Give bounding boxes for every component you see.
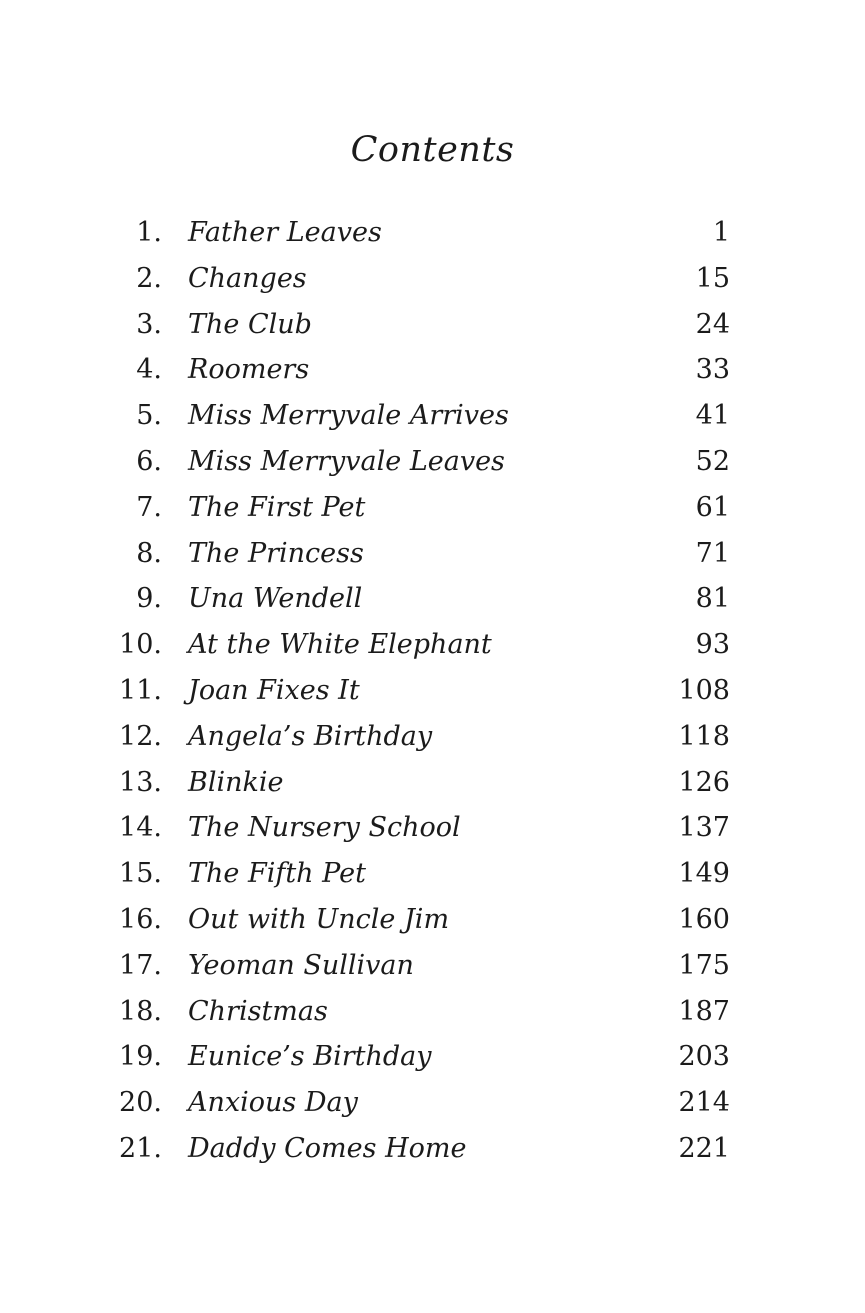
chapter-page-number: 81: [695, 583, 730, 615]
toc-entry: [110, 805, 730, 851]
chapter-page-number: 1: [712, 217, 730, 248]
chapter-title: Christmas: [188, 995, 328, 1027]
chapter-page-number: 221: [678, 1132, 730, 1164]
chapter-title: Changes: [188, 262, 307, 294]
chapter-number: 2.: [136, 262, 162, 294]
chapter-title: Angela’s Birthday: [188, 720, 433, 752]
toc-entry: [110, 393, 730, 439]
toc-entry: [110, 897, 730, 943]
chapter-page-number: 24: [695, 308, 730, 340]
chapter-page-number: 61: [695, 491, 730, 523]
chapter-number: 5.: [136, 400, 162, 432]
toc-entry: [110, 302, 730, 348]
chapter-title: Daddy Comes Home: [188, 1132, 467, 1164]
chapter-title: The Fifth Pet: [188, 858, 366, 890]
toc-entry: [110, 347, 730, 393]
toc-entry: [110, 851, 730, 897]
toc-entry: [110, 1080, 730, 1126]
toc-entry: [110, 256, 730, 302]
chapter-title: At the White Elephant: [188, 629, 492, 661]
chapter-page-number: 33: [695, 354, 730, 386]
chapter-number: 7.: [136, 491, 162, 523]
chapter-title: Miss Merryvale Arrives: [188, 400, 509, 432]
chapter-number: 1.: [136, 217, 162, 248]
chapter-number: 6.: [136, 445, 162, 477]
chapter-title: Eunice’s Birthday: [188, 1041, 432, 1073]
toc-entry: [110, 439, 730, 485]
chapter-page-number: 126: [678, 766, 730, 798]
chapter-number: 21.: [119, 1132, 162, 1164]
chapter-number: 4.: [136, 354, 162, 386]
chapter-page-number: 160: [678, 903, 730, 935]
toc-entry: [110, 1034, 730, 1080]
chapter-number: 3.: [136, 308, 162, 340]
chapter-page-number: 118: [678, 720, 730, 752]
chapter-page-number: 149: [678, 858, 730, 890]
chapter-page-number: 93: [695, 629, 730, 661]
chapter-page-number: 137: [678, 812, 730, 844]
chapter-page-number: 175: [678, 949, 730, 981]
toc-list: [110, 210, 730, 1172]
chapter-number: 13.: [119, 766, 162, 798]
chapter-title: Yeoman Sullivan: [188, 949, 414, 981]
chapter-title: The Club: [188, 308, 312, 340]
toc-entry: [110, 989, 730, 1035]
chapter-title: Out with Uncle Jim: [188, 903, 450, 935]
toc-entry: [110, 485, 730, 531]
toc-entry: [110, 1126, 730, 1172]
toc-entry: [110, 576, 730, 622]
chapter-number: 11.: [119, 674, 162, 706]
toc-entry: [110, 714, 730, 760]
chapter-title: Blinkie: [188, 766, 284, 798]
chapter-number: 19.: [119, 1041, 162, 1073]
chapter-title: Miss Merryvale Leaves: [188, 445, 505, 477]
chapter-title: The First Pet: [188, 491, 366, 523]
chapter-number: 10.: [119, 629, 162, 661]
chapter-number: 12.: [119, 720, 162, 752]
chapter-title: Una Wendell: [188, 583, 363, 615]
toc-entry: [110, 622, 730, 668]
chapter-page-number: 52: [695, 445, 730, 477]
chapter-page-number: 71: [695, 537, 730, 569]
chapter-number: 18.: [119, 995, 162, 1027]
chapter-title: Roomers: [188, 354, 310, 386]
toc-entry: [110, 668, 730, 714]
chapter-number: 15.: [119, 858, 162, 890]
chapter-title: The Princess: [188, 537, 364, 569]
chapter-number: 9.: [136, 583, 162, 615]
page-title: Contents: [350, 130, 515, 170]
chapter-title: Anxious Day: [188, 1087, 358, 1119]
toc-entry: [110, 531, 730, 577]
chapter-number: 14.: [119, 812, 162, 844]
chapter-page-number: 214: [678, 1087, 730, 1119]
chapter-page-number: 187: [678, 995, 730, 1027]
toc-entry: [110, 210, 730, 256]
chapter-number: 17.: [119, 949, 162, 981]
chapter-number: 20.: [119, 1087, 162, 1119]
chapter-page-number: 108: [678, 674, 730, 706]
chapter-number: 16.: [119, 903, 162, 935]
toc-entry: [110, 760, 730, 806]
chapter-page-number: 15: [695, 262, 730, 294]
toc-entry: [110, 943, 730, 989]
chapter-title: Joan Fixes It: [188, 674, 360, 706]
chapter-title: The Nursery School: [188, 812, 461, 844]
chapter-title: Father Leaves: [188, 217, 382, 248]
chapter-page-number: 203: [678, 1041, 730, 1073]
chapter-number: 8.: [136, 537, 162, 569]
chapter-page-number: 41: [695, 400, 730, 432]
